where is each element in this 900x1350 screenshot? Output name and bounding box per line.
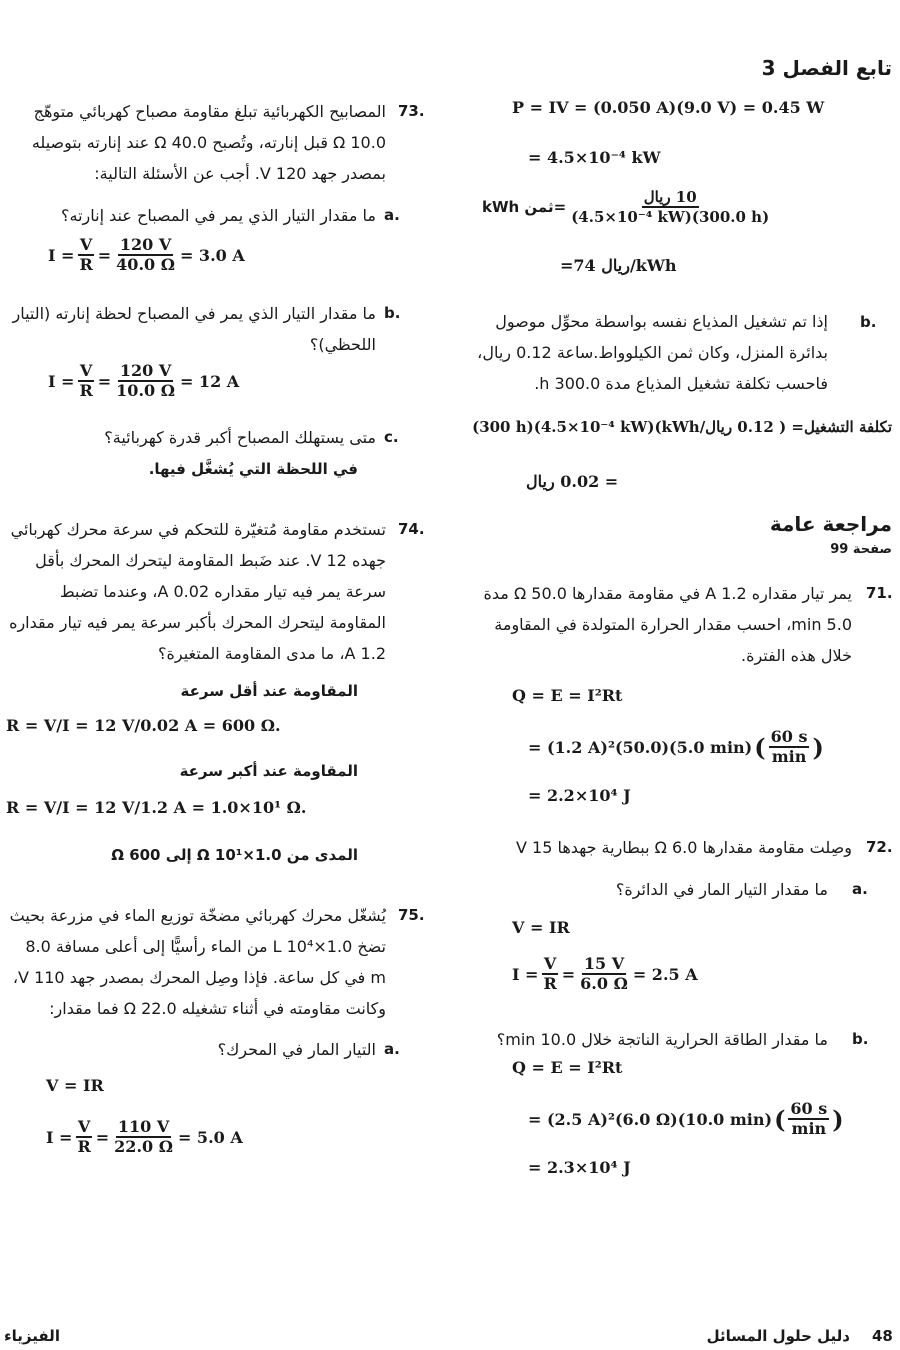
q73b-frac1-num: V bbox=[79, 361, 93, 380]
q73b-eq bbox=[48, 362, 239, 400]
q72b-text: ما مقدار الطاقة الحرارية الناتجة خلال 10.0 min؟ bbox=[496, 1030, 828, 1049]
q75a-label: a. bbox=[384, 1040, 400, 1058]
q72a-frac1-den: R bbox=[543, 974, 557, 993]
q74-range: المدى من 1.0×10¹ Ω إلى 600 Ω bbox=[111, 846, 358, 864]
q73b-result: = 12 A bbox=[179, 371, 240, 391]
review-page: صفحة 99 bbox=[830, 542, 892, 557]
chapter-title: تابع الفصل 3 bbox=[761, 56, 892, 80]
q71-number: 71. bbox=[866, 584, 893, 602]
power-equation: P = IV = (0.050 A)(9.0 V) = 0.45 W bbox=[512, 98, 825, 117]
q73a-frac2-den: 40.0 Ω bbox=[116, 255, 175, 274]
q72a-label: a. bbox=[852, 880, 868, 898]
q72a-frac2-num: 15 V bbox=[583, 954, 625, 973]
q75a-frac1-den: R bbox=[77, 1137, 91, 1156]
q72b-frac-num: 60 s bbox=[790, 1099, 828, 1118]
q73a-text: ما مقدار التيار الذي يمر في المصباح عند إنارته؟ bbox=[61, 206, 376, 225]
q72a-result: = 2.5 A bbox=[632, 964, 698, 984]
operating-cost-result: = 0.02 ريال bbox=[526, 472, 619, 491]
question-b-label: b. bbox=[860, 313, 877, 331]
q75a-frac2-den: 22.0 Ω bbox=[114, 1137, 173, 1156]
q71-paren-open: ( bbox=[754, 732, 766, 762]
q72b-paren-open: ( bbox=[774, 1104, 786, 1134]
q75a-frac1-num: V bbox=[77, 1117, 91, 1136]
q73b-frac2-den: 10.0 Ω bbox=[116, 381, 175, 400]
q72a-I: I = bbox=[512, 964, 539, 984]
question-b-text: إذا تم تشغيل المذياع نفسه بواسطة محوِّل موصول بدائرة المنزل، وكان ثمن الكيلوواط.ساعة 0.12 ريال، فاحسب تكلفة تشغيل المذياع مدة 300.0 h. bbox=[477, 312, 828, 393]
q73b-frac2-num: 120 V bbox=[119, 361, 172, 380]
q71-eq3: = 2.2×10⁴ J bbox=[528, 786, 631, 805]
q71-fraction bbox=[769, 728, 810, 766]
q73b-label: b. bbox=[384, 304, 401, 322]
q75a-frac1 bbox=[75, 1118, 92, 1156]
q72a-eq2 bbox=[512, 955, 698, 993]
q73a-eq bbox=[48, 236, 245, 274]
q74-number: 74. bbox=[398, 520, 425, 538]
q73c-label: c. bbox=[384, 428, 399, 446]
power-kw-equation: = 4.5×10⁻⁴ kW bbox=[528, 148, 661, 167]
q73b-text: ما مقدار التيار الذي يمر في المصباح لحظة إنارته (التيار اللحظي)؟ bbox=[12, 304, 376, 354]
q73a-frac2 bbox=[114, 236, 177, 274]
q71-paren-close: ) bbox=[812, 732, 824, 762]
q72a-frac1 bbox=[541, 955, 558, 993]
q72-number: 72. bbox=[866, 838, 893, 856]
q75a-equals: = bbox=[95, 1127, 110, 1147]
q71-eq2 bbox=[528, 728, 824, 766]
q72a-frac2-den: 6.0 Ω bbox=[580, 974, 628, 993]
q74-eq-min: R = V/I = 12 V/0.02 A = 600 Ω. bbox=[6, 716, 281, 735]
q75a-eq1: V = IR bbox=[46, 1076, 104, 1095]
q72a-eq1: V = IR bbox=[512, 918, 570, 937]
guide-title: دليل حلول المسائل bbox=[706, 1327, 850, 1345]
q72b-fraction bbox=[788, 1100, 829, 1138]
q73a-frac1 bbox=[77, 236, 94, 274]
q75a-I: I = bbox=[46, 1127, 73, 1147]
q75a-result: = 5.0 A bbox=[177, 1127, 243, 1147]
q73b-I: I = bbox=[48, 371, 75, 391]
q75a-eq2 bbox=[46, 1118, 243, 1156]
q72b-label: b. bbox=[852, 1030, 869, 1048]
q74-heading-min: المقاومة عند أقل سرعة bbox=[180, 682, 358, 700]
q72a-equals: = bbox=[561, 964, 576, 984]
page-number: 48 bbox=[872, 1327, 893, 1345]
q75a-frac2-num: 110 V bbox=[117, 1117, 170, 1136]
cost-rate-denominator: (4.5×10⁻⁴ kW)(300.0 h) bbox=[571, 208, 770, 226]
q73a-frac2-num: 120 V bbox=[119, 235, 172, 254]
q74-eq-max: R = V/I = 12 V/1.2 A = 1.0×10¹ Ω. bbox=[6, 798, 307, 817]
q71-eq1: Q = E = I²Rt bbox=[512, 686, 623, 705]
q74-text: تستخدم مقاومة مُتغيّرة للتحكم في سرعة محرك كهربائي جهده 12 V. عند ضَبط المقاومة ليتحرك المحرك بأقل سرعة يمر فيه تيار مقداره 0.02 A، وعندما تضبط المقاومة ليتحرك المحرك بأكبر سرعة يمر فيه تيار مقداره 1.2 A، ما مدى المقاومة المتغيرة؟ bbox=[9, 520, 386, 663]
q75-number: 75. bbox=[398, 906, 425, 924]
q75-text: يُشغّل محرك كهربائي مضخّة توزيع الماء في مزرعة بحيث تضخ 1.0×10⁴ L من الماء رأسيًّا إلى أعلى مسافة 8.0 m في كل ساعة. فإذا وصِل المحرك بمصدر جهد 110 V، وكانت مقاومته في أثناء تشغيله 22.0 Ω فما مقدار: bbox=[9, 906, 386, 1018]
q71-frac-num: 60 s bbox=[770, 727, 808, 746]
q72b-frac-den: min bbox=[791, 1119, 827, 1138]
operating-cost-equation: تكلفة التشغيل= ( 0.12 ريال/kWh)(4.5×10⁻⁴ kW)(300 h) bbox=[472, 418, 892, 436]
q72b-eq2-main: = (2.5 A)²(6.0 Ω)(10.0 min) bbox=[528, 1109, 773, 1129]
q73a-result: = 3.0 A bbox=[179, 245, 245, 265]
q73b-frac2 bbox=[114, 362, 177, 400]
q73a-label: a. bbox=[384, 206, 400, 224]
q72b-eq1: Q = E = I²Rt bbox=[512, 1058, 623, 1077]
q75a-text: التيار المار في المحرك؟ bbox=[217, 1040, 376, 1059]
q74-heading-max: المقاومة عند أكبر سرعة bbox=[179, 762, 358, 780]
q75a-frac2 bbox=[112, 1118, 175, 1156]
cost-rate-numerator: 10 ريال bbox=[643, 188, 697, 206]
q73b-frac1 bbox=[77, 362, 94, 400]
q73-number: 73. bbox=[398, 102, 425, 120]
q72-text: وصِلت مقاومة مقدارها 6.0 Ω ببطارية جهدها 15 V bbox=[515, 838, 852, 857]
q73c-answer: في اللحظة التي يُشغَّل فيها. bbox=[148, 460, 358, 478]
subject-name: الفيزياء bbox=[4, 1327, 60, 1345]
q72b-eq3: = 2.3×10⁴ J bbox=[528, 1158, 631, 1177]
q72a-text: ما مقدار التيار المار في الدائرة؟ bbox=[615, 880, 828, 899]
cost-rate-label: kWh ثمن= bbox=[482, 198, 567, 216]
cost-rate-equation bbox=[482, 188, 774, 226]
q73a-frac1-den: R bbox=[79, 255, 93, 274]
q71-text: يمر تيار مقداره 1.2 A في مقاومة مقدارها 50.0 Ω مدة 5.0 min، احسب مقدار الحرارة المتولدة في المقاومة خلال هذه الفترة. bbox=[483, 584, 852, 665]
q73a-frac1-num: V bbox=[79, 235, 93, 254]
q73a-I: I = bbox=[48, 245, 75, 265]
review-title: مراجعة عامة bbox=[769, 512, 892, 536]
q73a-equals: = bbox=[97, 245, 112, 265]
q73-text: المصابيح الكهربائية تبلغ مقاومة مصباح كهربائي متوهّج 10.0 Ω قبل إنارته، وتُصبح 40.0 Ω عند إنارته بتوصيله بمصدر جهد 120 V. أجب عن الأسئلة التالية: bbox=[31, 102, 386, 183]
q71-eq2-main: = (1.2 A)²(50.0)(5.0 min) bbox=[528, 737, 753, 757]
q72a-frac1-num: V bbox=[543, 954, 557, 973]
q72b-eq2 bbox=[528, 1100, 844, 1138]
q72a-frac2 bbox=[578, 955, 630, 993]
cost-rate-result: =74 ريال/kWh bbox=[560, 256, 677, 275]
q73b-equals: = bbox=[97, 371, 112, 391]
cost-rate-fraction bbox=[569, 188, 771, 226]
q71-frac-den: min bbox=[771, 747, 807, 766]
q72b-paren-close: ) bbox=[832, 1104, 844, 1134]
q73b-frac1-den: R bbox=[79, 381, 93, 400]
q73c-text: متى يستهلك المصباح أكبر قدرة كهربائية؟ bbox=[104, 428, 376, 447]
